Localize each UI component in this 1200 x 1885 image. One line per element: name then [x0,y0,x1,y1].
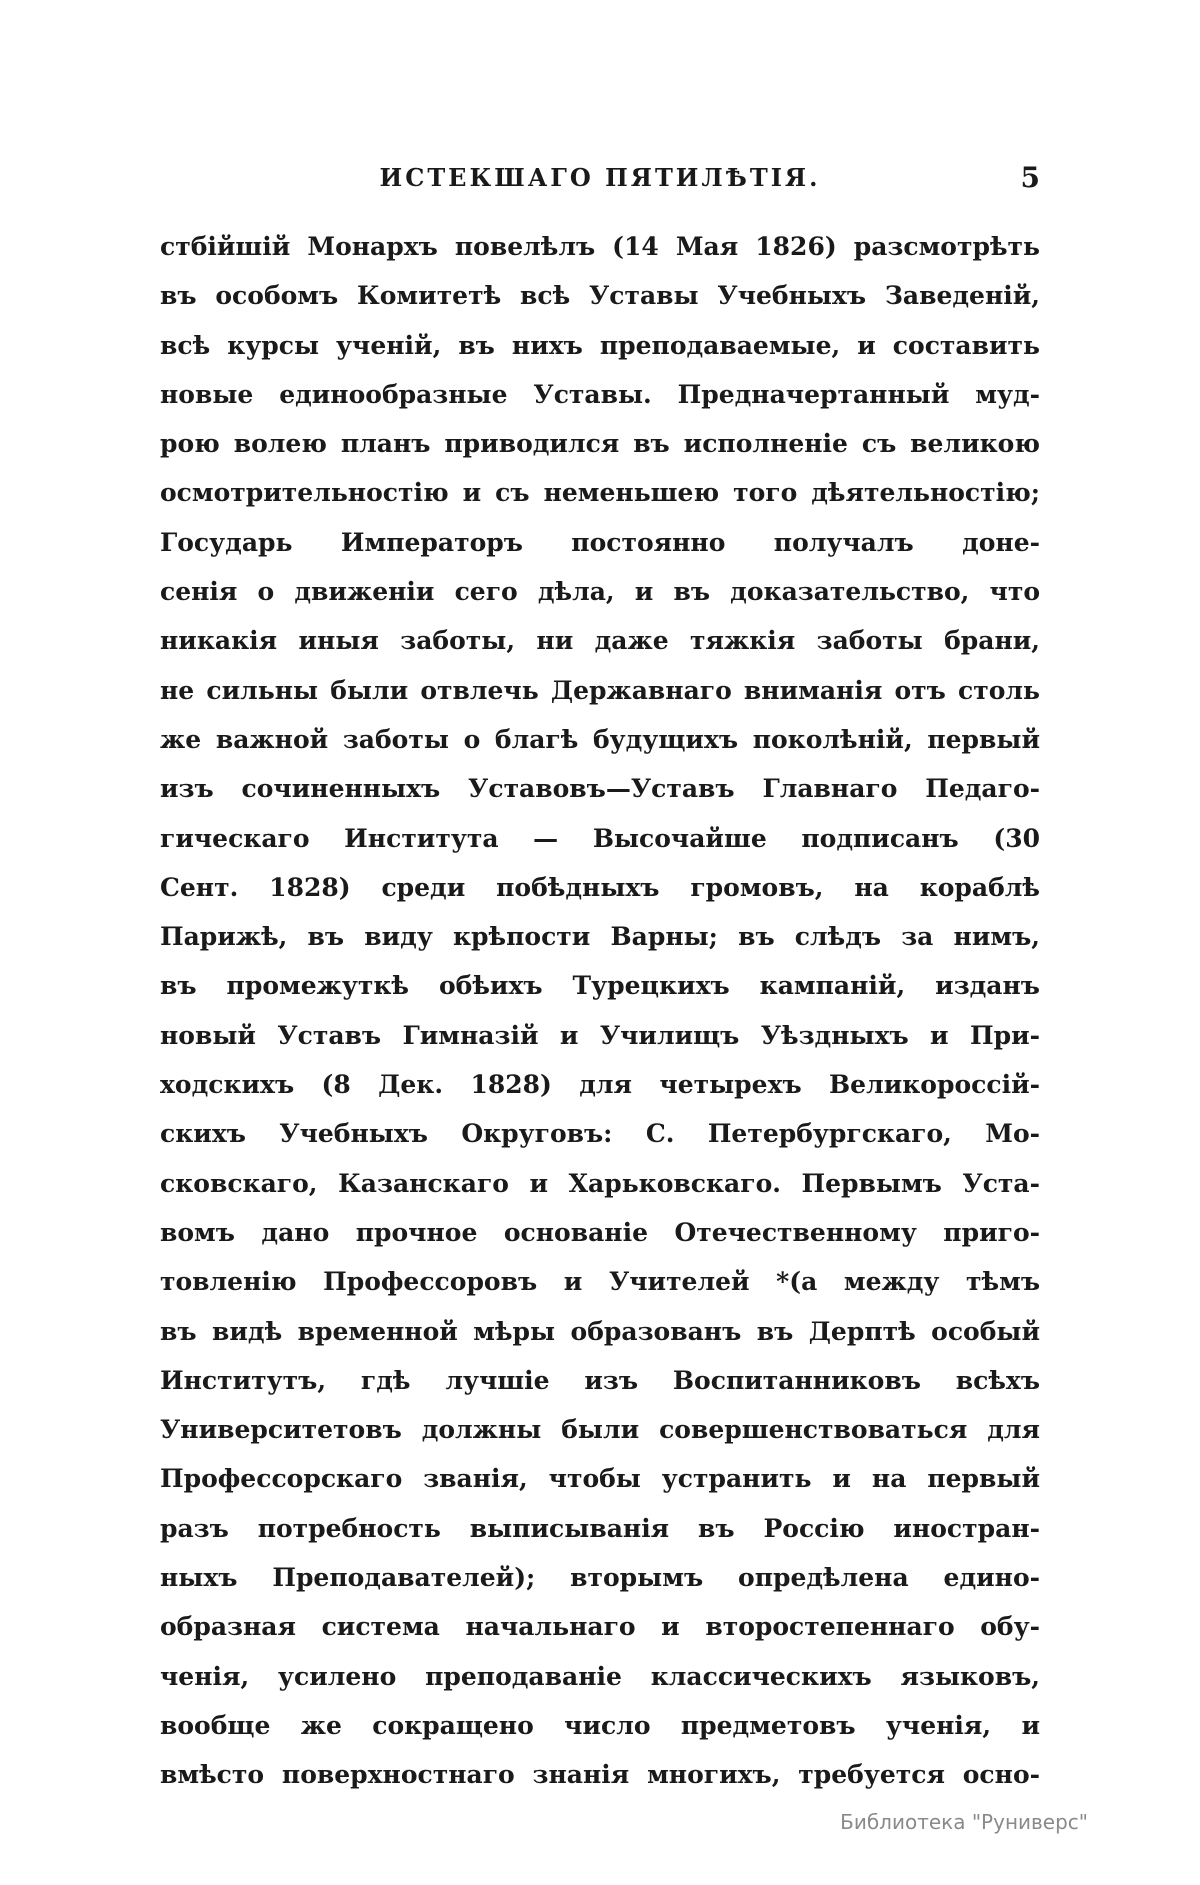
text-line: Сент. 1828) среди побѣдныхъ громовъ, на кораблѣ [160,872,1040,902]
text-line: товленію Профессоровъ и Учителей *(а между тѣмъ [160,1267,1040,1297]
text-line: Государь Императоръ постоянно получалъ доне- [160,527,1040,557]
text-line: стбійшій Монархъ повелѣлъ (14 Мая 1826) разсмотрѣть [160,232,1040,261]
text-line: не сильны были отвлечь Державнаго вниманія отъ столь [160,675,1040,705]
text-line: никакія иныя заботы, ни даже тяжкія заботы брани, [160,626,1040,656]
text-line: осмотрительностію и съ неменьшею того дѣятельностію; [160,478,1040,508]
text-line: вмѣсто поверхностнаго знанія многихъ, требуется осно- [160,1760,1040,1790]
running-title: ИСТЕКШАГО ПЯТИЛѢТІЯ. [379,163,821,192]
text-line: вообще же сокращено число предметовъ ученія, и [160,1710,1040,1740]
text-line: въ промежуткѣ обѣихъ Турецкихъ кампаній, изданъ [160,971,1040,1001]
text-line: образная система начальнаго и второстепеннаго обу- [160,1612,1040,1642]
running-head [160,158,1040,198]
text-line: Профессорскаго званія, чтобы устранить и на первый [160,1464,1040,1494]
text-line: сенія о движеніи сего дѣла, и въ доказательство, что [160,577,1040,607]
text-line: ченія, усилено преподаваніе классическихъ языковъ, [160,1661,1040,1691]
text-line: же важной заботы о благѣ будущихъ поколѣній, первый [160,724,1040,754]
text-line: разъ потребность выписыванія въ Россію иностран- [160,1513,1040,1543]
text-line: вомъ дано прочное основаніе Отечественному приго- [160,1217,1040,1247]
text-line: ныхъ Преподавателей); вторымъ опредѣлена едино- [160,1563,1040,1593]
text-line: всѣ курсы ученій, въ нихъ преподаваемые, и составить [160,330,1040,360]
text-line: сковскаго, Казанскаго и Харьковскаго. Первымъ Уста- [160,1168,1040,1198]
text-line: въ видѣ временной мѣры образованъ въ Дерптѣ особый [160,1316,1040,1346]
text-line: Парижѣ, въ виду крѣпости Варны; въ слѣдъ за нимъ, [160,922,1040,952]
text-line: ходскихъ (8 Дек. 1828) для четырехъ Великороссій- [160,1070,1040,1100]
text-line: гическаго Института — Высочайше подписанъ (30 [160,823,1040,853]
text-line: изъ сочиненныхъ Уставовъ—Уставъ Главнаго Педаго- [160,774,1040,804]
text-line: въ особомъ Комитетѣ всѣ Уставы Учебныхъ Заведеній, [160,281,1040,311]
text-line: Институтъ, гдѣ лучшіе изъ Воспитанниковъ всѣхъ [160,1365,1040,1395]
library-watermark: Библиотека "Руниверс" [840,1810,1088,1834]
text-line: скихъ Учебныхъ Округовъ: С. Петербургскаго, Мо- [160,1119,1040,1149]
text-line: рою волею планъ приводился въ исполненіе съ великою [160,429,1040,459]
body-text [160,222,1040,1800]
text-line: новые единообразные Уставы. Предначертанный муд- [160,379,1040,409]
text-line: новый Уставъ Гимназій и Училищъ Уѣздныхъ и При- [160,1020,1040,1050]
text-line: Университетовъ должны были совершенствоваться для [160,1415,1040,1445]
page-number: 5 [1020,161,1040,194]
